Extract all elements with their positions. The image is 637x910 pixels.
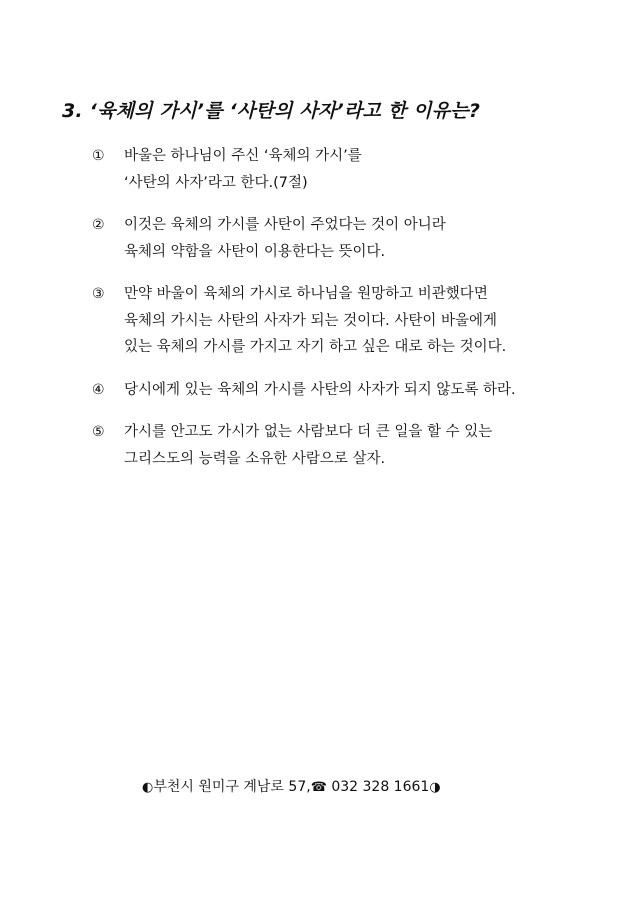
list-marker: ⑤: [92, 424, 105, 440]
half-circle-left-icon: ◐: [142, 780, 154, 795]
list-item-line: 당시에게 있는 육체의 가시를 사탄의 사자가 되지 않도록 하라.: [124, 381, 516, 398]
list-item: [90, 212, 620, 265]
list-item-line: 그리스도의 능력을 소유한 사람으로 살자.: [124, 450, 386, 467]
list-item-line: ‘사탄의 사자’라고 한다.(7절): [124, 174, 308, 191]
list-item: [90, 143, 620, 196]
list-marker: ①: [92, 148, 105, 164]
list-item: [90, 419, 620, 472]
church-contact-footer: [142, 776, 441, 796]
list-item-line: 만약 바울이 육체의 가시로 하나님을 원망하고 비관했다면: [124, 286, 488, 302]
list-item-line: 이것은 육체의 가시를 사탄이 주었다는 것이 아니라: [124, 217, 446, 233]
list-marker: ②: [92, 217, 105, 233]
list-item: [90, 281, 620, 361]
list-item-line: 육체의 약함을 사탄이 이용한다는 뜻이다.: [124, 243, 386, 260]
section-heading: 3. ‘육체의 가시’를 ‘사탄의 사자’라고 한 이유는?: [62, 100, 481, 122]
list-marker: ③: [92, 286, 105, 302]
numbered-list: [90, 143, 620, 472]
list-item-line: 육체의 가시는 사탄의 사자가 되는 것이다. 사탄이 바울에게: [124, 312, 498, 329]
phone-number: 032 328 1661: [326, 779, 430, 795]
list-item-line: 바울은 하나님이 주신 ‘육체의 가시’를: [124, 148, 362, 164]
address-text: 부천시 원미구 계남로 57,: [153, 779, 311, 795]
list-item: [90, 377, 620, 404]
list-marker: ④: [92, 381, 105, 398]
list-item-line: 있는 육체의 가시를 가지고 자기 하고 싶은 대로 하는 것이다.: [124, 339, 507, 355]
list-item-line: 가시를 안고도 가시가 없는 사람보다 더 큰 일을 할 수 있는: [124, 424, 493, 440]
half-circle-right-icon: ◑: [429, 780, 441, 795]
telephone-icon: ☎: [310, 780, 327, 795]
